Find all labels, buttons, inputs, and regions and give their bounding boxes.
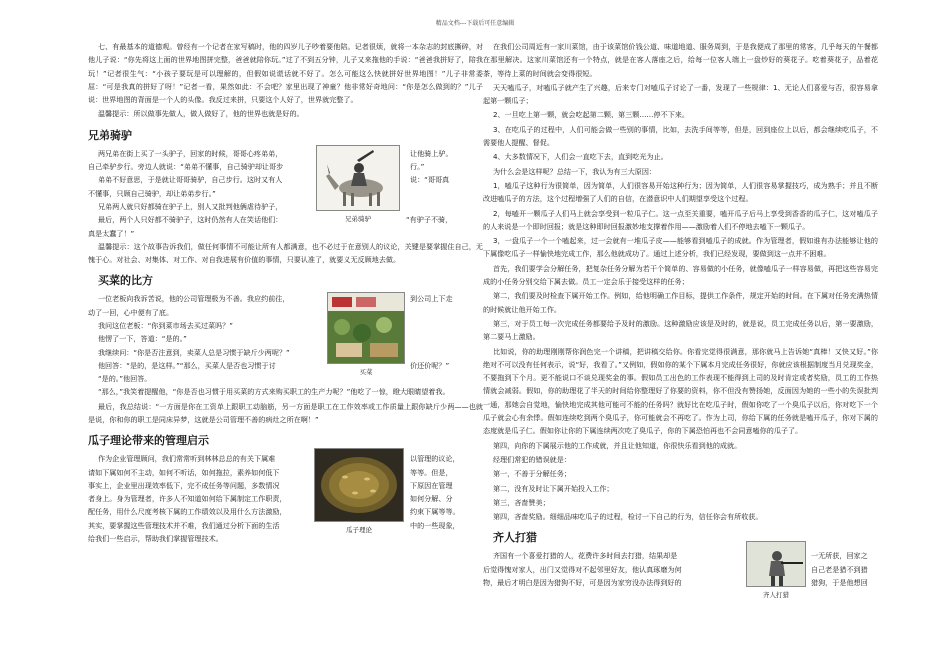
- hunting-caption: 齐人打猎: [763, 591, 789, 600]
- text-line: 物，最后才明白是因为猎狗不好，可是因为家穷没办法得到好的: [483, 577, 682, 587]
- text-line: 中的一些现象，: [410, 520, 460, 530]
- text-line: 配任务，用什么尺度考核下属的工作绩效以及用什么方法激励，: [88, 507, 287, 517]
- list-item: 第四，向你的下属展示他的工作成就，并且让他知道，你很快乐看到他的成就。: [492, 440, 742, 450]
- intro-tip: 温馨提示：所以做事先做人，做人做好了，他的世界也就是好的。: [97, 109, 304, 119]
- text-line: 真是太蠢了！”: [88, 228, 135, 238]
- text-line: 一位老板向我诉苦说，他的公司管理极为不善。我应约前往， 到公司上下走: [97, 294, 453, 304]
- list-item: 第一，不善于分解任务；: [492, 469, 571, 479]
- list-item: 第二，我们要及时检查下属开始工作。例如，给他明确工作目标，提供工作条件，规定开始的时间。在下属对任务充满热情的时候就让他开始工作。: [483, 291, 878, 314]
- melon-seeds-figure: [314, 448, 404, 534]
- reasons-intro: 为什么会是这样呢？总结一下，我认为有三大原因：: [492, 166, 657, 176]
- list-item: 3，一盘瓜子一个一个嗑起来，过一会就有一堆瓜子皮——能够看到嗑瓜子的成就。作为管理者，假如谁有办法能够让他的下属像吃瓜子一样愉快地完成工作，那么他就成功了。通过上述分析，我们已经发现，要做到这一点并不困难。: [483, 236, 878, 259]
- list-item: 第三，吝啬赞美；: [492, 497, 550, 507]
- text-line: 不懂事，只顾自己骑驴，却让弟弟步行。”: [88, 188, 216, 198]
- right-column: [483, 40, 878, 605]
- list-item: 第三，对于员工每一次完成任务都要给予及时的激励。这种激励应该是及时的，就是说，员工完成任务以后，第一要激励，第二要马上激励。: [483, 318, 878, 342]
- text-line: 给我们一些启示，帮助我们掌握管理技术。: [88, 534, 223, 544]
- pattern-para: 天天嗑瓜子，对嗑瓜子就产生了兴趣，后来专门对嗑瓜子讨论了一番，发现了一些规律：1、无论人们喜爱与否，很容易拿起第一颗瓜子；: [483, 82, 878, 106]
- text-line: 等等。但是，: [410, 467, 453, 477]
- restaurant-para: 在我们公司周近有一家川菜馆，由于该菜馆价钱公道、味道地道、服务周到，于是我便成了那里的常客，几乎每天的午餐都在那里解决。这家川菜馆还有一个特点，就是在客人落座之后，给每一位客人端上一盘炒好的葵花子。吃着葵花子，品着花茶，等待上菜的时间就会变得很短。: [483, 42, 878, 78]
- text-line: “是的。”他回答。: [97, 374, 152, 384]
- text-line: 作为企业管理顾问，我们常常听到林林总总的有关下属难: [97, 454, 276, 464]
- text-line: 一无所获，回家之: [811, 551, 868, 561]
- mistakes-intro: 经理们常犯的错误就是：: [492, 454, 571, 464]
- text-line: 他愣了一下，答道：“是的。”: [97, 334, 187, 344]
- text-line: 其实，要掌握这些管理技术并不难，我们通过分析下面的生活: [88, 520, 280, 530]
- vegetables-story-block: [88, 292, 483, 385]
- text-line: 兄弟两人就只好都骑在驴子上，别人又批判他俩虐待驴子，: [97, 201, 283, 211]
- text-line: 他回答：“是的，是这样。”“那么，买菜人是否也习惯于讨 价还价呢？”: [97, 360, 450, 370]
- vegetables-summary: 最后，我总结说：“一方面是你在工资单上跟职工动脑筋，另一方面是职工在工作效率或工作质量上跟你缺斤少两——也就是说，你和你的职工是同床异梦，这就是公司管理不善的病灶之所在啊！”: [88, 401, 483, 424]
- text-line: 如何分解、分: [410, 494, 453, 504]
- list-item: 第二，没有及时让下属开始投入工作；: [492, 483, 614, 493]
- melon-seeds-block: [88, 452, 483, 548]
- list-item: 3、在吃瓜子的过程中，人们可能会做一些别的事情，比如，去洗手间等等，但是，回到座位上以后，都会继续吃瓜子，不需要他人提醒、督促。: [483, 124, 878, 148]
- text-line: 下原因在管理: [410, 480, 453, 490]
- text-line: 请如下属如何不主动，如何不听话，如何拖拉，素养如何低下: [88, 467, 280, 477]
- left-column: [88, 40, 483, 548]
- list-item: 第四，吝啬奖励。细细品味吃瓜子的过程，检讨一下自己的行为，信任你会有所收获。: [492, 512, 763, 522]
- melon-seeds-image: [314, 448, 404, 522]
- brothers-tip: 温馨提示：这个故事告诉我们，做任何事情不可能让所有人都满意，也不必过于在意别人的议论，关键是要掌握住自己，无愧于心。对社会、对集体、对工作、对自我进展有价值的事情，只要认准了，就要义无反顾地去做。: [88, 241, 483, 265]
- text-line: 齐国有一个喜爱打猎的人，花费许多时间去打猎，结果却是: [492, 551, 678, 561]
- list-item: 首先，我们要学会分解任务，把复杂任务分解为若干个简单的、容易做的小任务，就像嗑瓜子一样容易做，再把这些容易完成的小任务分别交给下属去做。员工一定会乐于接受这样的任务；: [483, 263, 878, 287]
- text-line: 事实上，企业里出现效率低下，完不成任务等问题，多数情况: [88, 480, 280, 490]
- vegetables-figure: [326, 292, 406, 376]
- list-item: 2，每嗑开一颗瓜子人们马上就会享受到一粒瓜子仁。这一点至关重要，嗑开瓜子后马上享受到香香的瓜子仁，这对嗑瓜子的人来说是一个即时回报；就是这种即时回报激妙地支撑着作用——激励着人们不停地去嗑下一颗瓜子。: [483, 208, 878, 231]
- donkey-caption: 兄弟骑驴: [345, 214, 371, 223]
- example-para: 比如说，你的助理刚刚帮你润色完一个讲稿，把讲稿交给你。你看完觉得很满意，那你就马上告诉她“真棒！又快又好。”你绝对不可以没有任何表示，说“好，我看了。”又例如，假如你的某个下属本月完成任务很好，你就应该根据制度当月兑现奖金，不要拖到下个月。更不能说口不谈兑现奖金的事。假如员工出色的工作表现不能得到上司的及时肯定或者奖励，员工的工作热情就会减弱。假如，你的助理花了半天的时间给你整理好了你要的资料，你不但没有赞扬她，反面因为她的一些小的失误批判一通，那她会自觉地，愉快地完成其他可能可不能的任务吗？就好比在吃瓜子时，假如你吃了一个臭瓜子以后，你对吃下一个瓜子就会心有余悸。假如连续吃到两个臭瓜子，你可能就会不再吃了。作为上司，你给下属的任务就是嗑开瓜子，你对下属的态度就是瓜子仁。假如你让你的下属连续两次吃了臭瓜子，你的下属恐怕再也不会同意嗑你的瓜子了。: [483, 346, 878, 436]
- hunting-block: [483, 549, 878, 605]
- melon-seeds-right-text: [410, 452, 484, 532]
- text-line: 动了一回，心中便有了底。: [88, 307, 174, 317]
- list-item: 4、大多数情况下，人们会一直吃下去，直到吃光为止。: [492, 152, 668, 162]
- hunting-text: [483, 549, 743, 589]
- text-line: 两兄弟在街上买了一头驴子，回家的时候，哥哥心疼弟弟， 让他骑上驴。: [97, 148, 453, 158]
- melon-seeds-text: [88, 452, 313, 545]
- vegetables-caption: 买菜: [359, 368, 373, 377]
- donkey-image: [316, 145, 400, 211]
- hunting-right-text: [811, 549, 881, 589]
- section-title-brothers-donkey: 兄弟骑驴: [88, 128, 132, 142]
- text-line: 自己老是猎不到猎: [811, 564, 868, 574]
- section-title-melon-seeds: 瓜子理论带来的管理启示: [88, 434, 209, 448]
- section-title-buying-vegetables: 买菜的比方: [98, 274, 153, 288]
- section-title-hunting: 齐人打猎: [493, 531, 537, 545]
- list-item: 2、一旦吃上第一颗，就会吃起第二颗、第三颗……停不下来。: [492, 110, 689, 120]
- text-line: 自己牵驴步行。旁边人就说：“弟弟不懂事，自己骑驴却让哥步 行。”: [88, 162, 425, 172]
- melon-seeds-caption: 瓜子理论: [346, 526, 372, 535]
- vegetables-para: “那么，”我笑着提醒他，“你是否也习惯于用买菜的方式来购买职工的生产力呢？”他吃了一惊，瞪大眼睛望着我。: [97, 387, 450, 397]
- vegetables-image: [327, 292, 405, 364]
- hunting-image: [746, 541, 806, 587]
- text-line: 猎狗，于是他想回: [811, 577, 868, 587]
- text-line: 弟弟不好意思，于是就让哥哥骑驴，自己步行。这时又有人 说：“哥哥真: [97, 175, 450, 185]
- donkey-figure: [314, 145, 402, 223]
- page-header: 精品文档---下载后可任意编辑: [435, 20, 515, 27]
- text-line: 后觉得愧对家人，出门又觉得对不起邻里好友，他认真琢磨为何: [483, 564, 682, 574]
- text-line: 最后，两个人只好都不骑驴子，这时仍然有人在笑话他们： “有驴子不骑，: [97, 215, 453, 225]
- brothers-story-block: [88, 147, 483, 240]
- text-line: 者身上。身为管理者，许多人不知道如何给下属制定工作职责，: [88, 494, 287, 504]
- text-line: 我继续问：“你是否注意到，卖菜人总是习惯于缺斤少两呢？”: [97, 347, 290, 357]
- text-line: 约束下属等等。: [410, 507, 460, 517]
- list-item: 1，嗑瓜子这种行为很简单，因为简单，人们很容易开始这种行为；因为简单，人们很容易掌握技巧，成为熟手；并且不断改进嗑瓜子的方法，这个过程增强了人们的自信，在潜意识中人们期望享受这个过程。: [483, 180, 878, 204]
- hunting-figure: [745, 541, 807, 599]
- text-line: 我问这位老板：“你到菜市场去买过菜吗？”: [97, 320, 233, 330]
- intro-paragraph: 七、有最基本的道德观。曾经有一个记者在家写稿时，他的四岁儿子吵着要他陪。记者很烦，就将一本杂志的封底撕碎，对他儿子说：“你先将这上面的世界地图拼完整，爸爸就陪你玩。”过了不到五分钟，儿子又来拖他的手说：“爸爸我拼好了，陪我玩！”记者很生气：“小孩子要玩是可以理解的，但假如说谎话就不好了。怎么可能这么快就拼好世界地图！”儿子非常委屈：“可是我真的拼好了呀！”记者一看，果然如此：不会吧？家里出现了神童？他非常好奇地问：“你是怎么做到的？”儿子说：世界地图的背面是一个人的头像。我反过来拼，只要这个人好了，世界就完整了。: [88, 42, 483, 105]
- text-line: 以管理的议论，: [410, 454, 460, 464]
